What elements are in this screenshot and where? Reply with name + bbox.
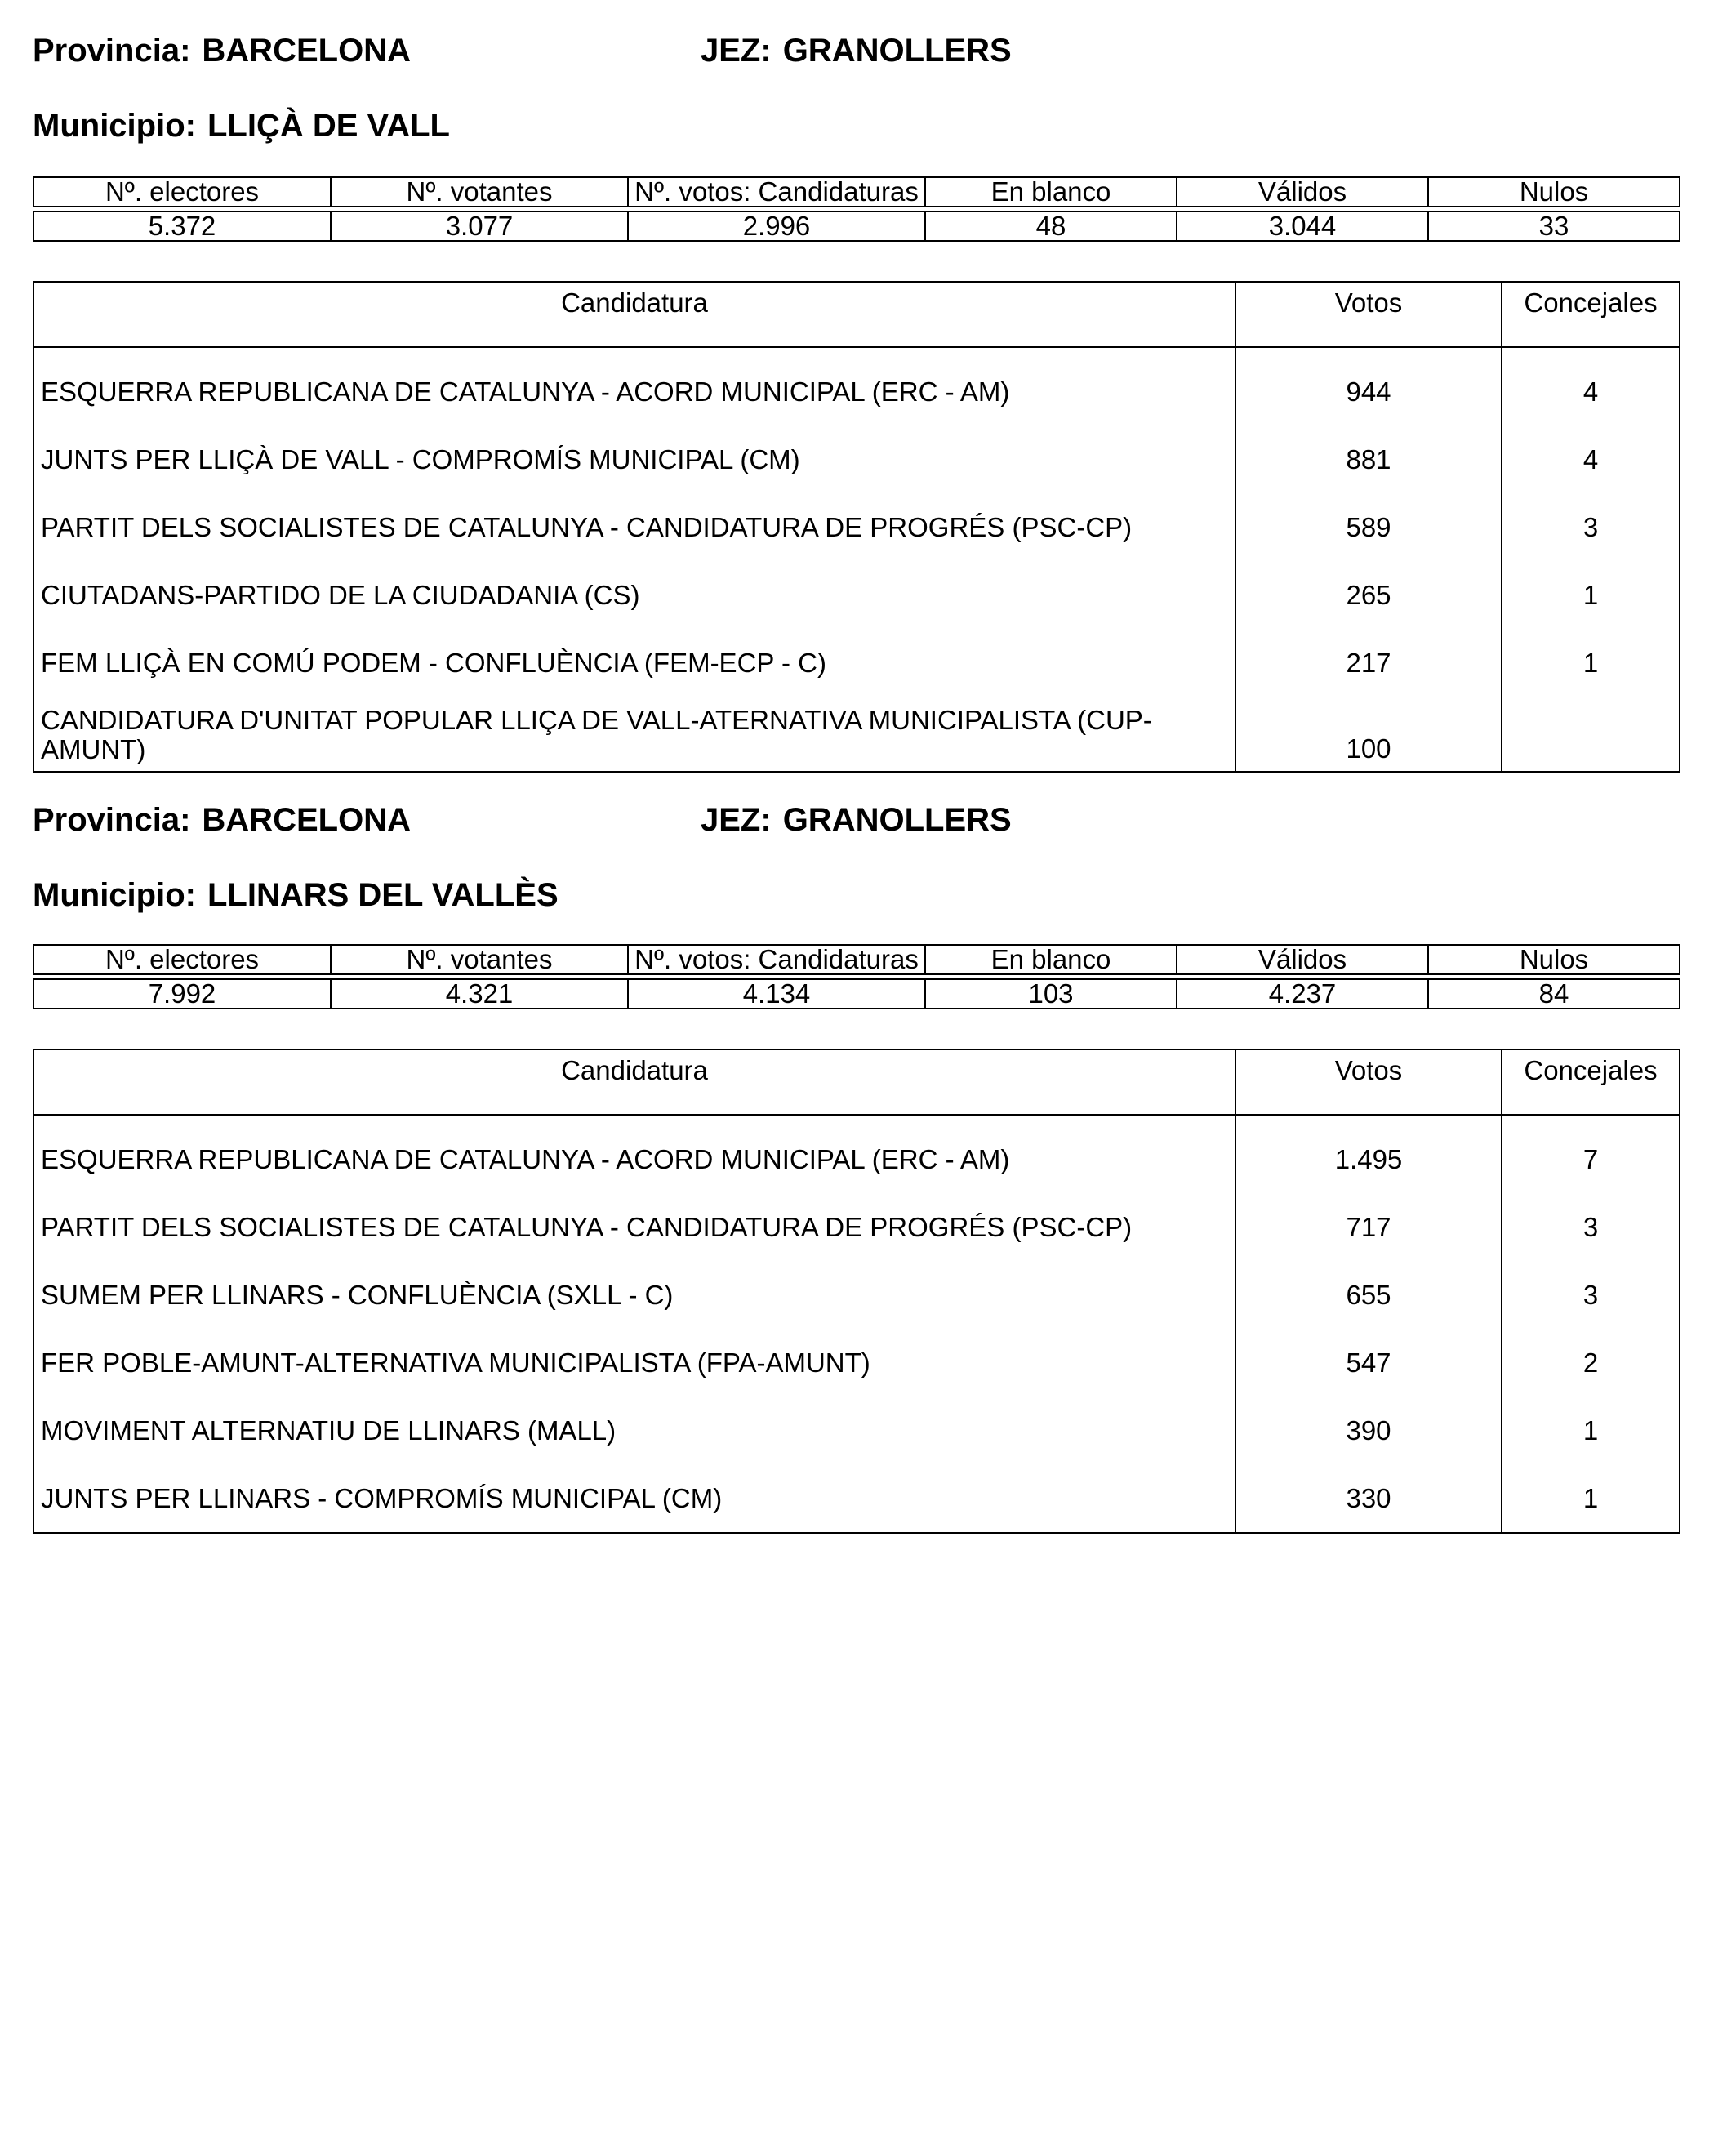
provincia-label: Provincia: bbox=[33, 802, 191, 838]
provincia-heading bbox=[33, 31, 411, 70]
jez-heading bbox=[701, 800, 1012, 840]
jez-label: JEZ: bbox=[701, 802, 772, 838]
summary-value-cell: 2.996 bbox=[628, 212, 925, 241]
concejales-value: 3 bbox=[1502, 493, 1680, 561]
votos-value: 655 bbox=[1235, 1261, 1502, 1329]
summary-table bbox=[33, 176, 1680, 242]
table-row bbox=[33, 425, 1680, 493]
table-row bbox=[33, 493, 1680, 561]
votos-value: 330 bbox=[1235, 1464, 1502, 1533]
summary-header-cell: Nulos bbox=[1428, 945, 1680, 974]
votos-value: 717 bbox=[1235, 1193, 1502, 1261]
summary-value-row bbox=[33, 979, 1680, 1009]
votos-value: 881 bbox=[1235, 425, 1502, 493]
results-table bbox=[33, 281, 1680, 773]
table-row bbox=[33, 1396, 1680, 1464]
votos-value: 547 bbox=[1235, 1329, 1502, 1396]
summary-value-cell: 84 bbox=[1428, 979, 1680, 1009]
concejales-value: 1 bbox=[1502, 561, 1680, 629]
votos-value: 265 bbox=[1235, 561, 1502, 629]
jez-label: JEZ: bbox=[701, 33, 772, 69]
concejales-value: 4 bbox=[1502, 358, 1680, 425]
concejales-value: 3 bbox=[1502, 1193, 1680, 1261]
summary-header-cell: Nulos bbox=[1428, 177, 1680, 207]
summary-header-cell: Válidos bbox=[1177, 177, 1428, 207]
concejales-value bbox=[1502, 697, 1680, 772]
municipio-heading bbox=[33, 875, 559, 915]
municipio-value: LLINARS DEL VALLÈS bbox=[207, 877, 559, 913]
results-table bbox=[33, 1049, 1680, 1534]
jez-value: GRANOLLERS bbox=[782, 33, 1012, 69]
votos-value: 1.495 bbox=[1235, 1125, 1502, 1193]
votos-value: 217 bbox=[1235, 629, 1502, 697]
table-row bbox=[33, 1261, 1680, 1329]
candidatura-name: PARTIT DELS SOCIALISTES DE CATALUNYA - CANDIDATURA DE PROGRÉS (PSC-CP) bbox=[33, 1193, 1235, 1261]
table-row bbox=[33, 1329, 1680, 1396]
results-header-votos: Votos bbox=[1235, 282, 1502, 347]
concejales-value: 2 bbox=[1502, 1329, 1680, 1396]
candidatura-name: PARTIT DELS SOCIALISTES DE CATALUNYA - CANDIDATURA DE PROGRÉS (PSC-CP) bbox=[33, 493, 1235, 561]
results-header-row bbox=[33, 282, 1680, 347]
summary-header-row bbox=[33, 945, 1680, 974]
municipio-label: Municipio: bbox=[33, 108, 196, 144]
provincia-heading bbox=[33, 800, 411, 840]
summary-header-cell: Nº. votos: Candidaturas bbox=[628, 945, 925, 974]
summary-table bbox=[33, 944, 1680, 1009]
candidatura-name: CIUTADANS-PARTIDO DE LA CIUDADANIA (CS) bbox=[33, 561, 1235, 629]
summary-value-cell: 7.992 bbox=[33, 979, 331, 1009]
concejales-value: 4 bbox=[1502, 425, 1680, 493]
summary-header-cell: Nº. votantes bbox=[331, 945, 628, 974]
results-header-candidatura: Candidatura bbox=[33, 1049, 1235, 1115]
summary-header-cell: Válidos bbox=[1177, 945, 1428, 974]
provincia-value: BARCELONA bbox=[202, 33, 411, 69]
results-header-votos: Votos bbox=[1235, 1049, 1502, 1115]
candidatura-name: CANDIDATURA D'UNITAT POPULAR LLIÇA DE VALL-ATERNATIVA MUNICIPALISTA (CUP-AMUNT) bbox=[33, 697, 1235, 772]
table-row bbox=[33, 1464, 1680, 1533]
summary-header-row bbox=[33, 177, 1680, 207]
summary-value-cell: 4.134 bbox=[628, 979, 925, 1009]
candidatura-name: FEM LLIÇÀ EN COMÚ PODEM - CONFLUÈNCIA (FEM-ECP - C) bbox=[33, 629, 1235, 697]
summary-value-row bbox=[33, 212, 1680, 241]
jez-heading bbox=[701, 31, 1012, 70]
jez-value: GRANOLLERS bbox=[782, 802, 1012, 838]
candidatura-name: ESQUERRA REPUBLICANA DE CATALUNYA - ACORD MUNICIPAL (ERC - AM) bbox=[33, 1125, 1235, 1193]
municipio-value: LLIÇÀ DE VALL bbox=[207, 108, 450, 144]
summary-header-cell: Nº. electores bbox=[33, 945, 331, 974]
municipio-label: Municipio: bbox=[33, 877, 196, 913]
votos-value: 589 bbox=[1235, 493, 1502, 561]
summary-value-cell: 48 bbox=[925, 212, 1177, 241]
results-header-concejales: Concejales bbox=[1502, 1049, 1680, 1115]
summary-value-cell: 103 bbox=[925, 979, 1177, 1009]
summary-header-cell: Nº. votos: Candidaturas bbox=[628, 177, 925, 207]
candidatura-name: JUNTS PER LLIÇÀ DE VALL - COMPROMÍS MUNICIPAL (CM) bbox=[33, 425, 1235, 493]
results-header-concejales: Concejales bbox=[1502, 282, 1680, 347]
results-header-candidatura: Candidatura bbox=[33, 282, 1235, 347]
table-row bbox=[33, 358, 1680, 425]
provincia-label: Provincia: bbox=[33, 33, 191, 69]
votos-value: 944 bbox=[1235, 358, 1502, 425]
summary-header-cell: En blanco bbox=[925, 945, 1177, 974]
summary-value-cell: 3.044 bbox=[1177, 212, 1428, 241]
summary-value-cell: 3.077 bbox=[331, 212, 628, 241]
votos-value: 390 bbox=[1235, 1396, 1502, 1464]
table-row bbox=[33, 1193, 1680, 1261]
summary-header-cell: Nº. votantes bbox=[331, 177, 628, 207]
table-row bbox=[33, 629, 1680, 697]
summary-value-cell: 4.237 bbox=[1177, 979, 1428, 1009]
municipio-heading bbox=[33, 106, 450, 145]
candidatura-name: SUMEM PER LLINARS - CONFLUÈNCIA (SXLL - C) bbox=[33, 1261, 1235, 1329]
summary-value-cell: 4.321 bbox=[331, 979, 628, 1009]
candidatura-name: MOVIMENT ALTERNATIU DE LLINARS (MALL) bbox=[33, 1396, 1235, 1464]
summary-header-cell: En blanco bbox=[925, 177, 1177, 207]
table-row bbox=[33, 697, 1680, 772]
candidatura-name: ESQUERRA REPUBLICANA DE CATALUNYA - ACORD MUNICIPAL (ERC - AM) bbox=[33, 358, 1235, 425]
summary-value-cell: 33 bbox=[1428, 212, 1680, 241]
results-header-row bbox=[33, 1049, 1680, 1115]
concejales-value: 7 bbox=[1502, 1125, 1680, 1193]
table-row bbox=[33, 1125, 1680, 1193]
concejales-value: 1 bbox=[1502, 1396, 1680, 1464]
summary-value-cell: 5.372 bbox=[33, 212, 331, 241]
votos-value: 100 bbox=[1235, 697, 1502, 772]
concejales-value: 3 bbox=[1502, 1261, 1680, 1329]
summary-header-cell: Nº. electores bbox=[33, 177, 331, 207]
table-row bbox=[33, 561, 1680, 629]
concejales-value: 1 bbox=[1502, 1464, 1680, 1533]
candidatura-name: JUNTS PER LLINARS - COMPROMÍS MUNICIPAL (CM) bbox=[33, 1464, 1235, 1533]
provincia-value: BARCELONA bbox=[202, 802, 411, 838]
concejales-value: 1 bbox=[1502, 629, 1680, 697]
candidatura-name: FER POBLE-AMUNT-ALTERNATIVA MUNICIPALISTA (FPA-AMUNT) bbox=[33, 1329, 1235, 1396]
